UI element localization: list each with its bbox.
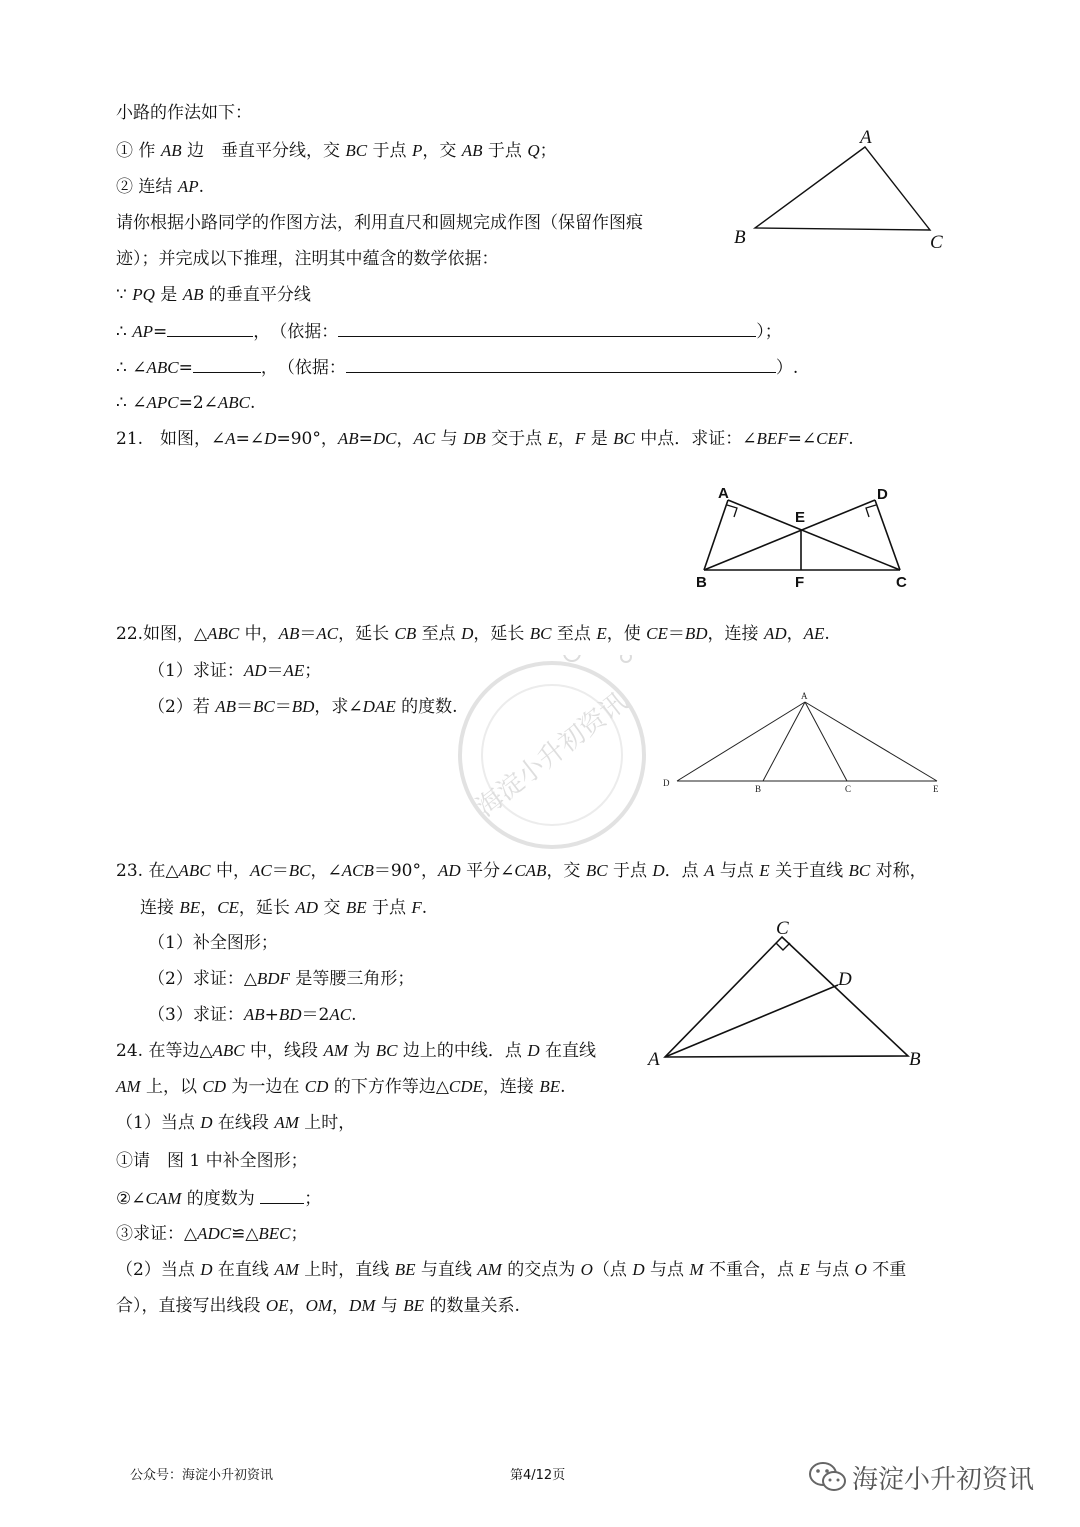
- answer-blank-ap[interactable]: [167, 320, 253, 337]
- footer-page-number: 第4/12页: [510, 1468, 566, 1483]
- q20-task-line2: 迹）；并完成以下推理，注明其中蕴含的数学依据：: [116, 249, 499, 269]
- label-b: B: [734, 227, 746, 248]
- label-b: B: [755, 784, 762, 794]
- answer-blank-cam[interactable]: [260, 1187, 304, 1204]
- footer-account: 公众号：海淀小升初资讯: [130, 1468, 274, 1483]
- label-a: A: [718, 485, 729, 502]
- q23-statement-line1: 23. 在△ABC 中，AC＝BC，∠ACB＝90°，AD 平分∠CAB，交 BC 于点 D．点 A 与点 E 关于直线 BC 对称，: [116, 861, 927, 881]
- answer-blank-basis2[interactable]: [346, 356, 776, 373]
- label-a: A: [801, 691, 808, 701]
- q24-part2-line1: （2）当点 D 在直线 AM 上时，直线 BE 与直线 AM 的交点为 O（点 D 与点 M 不重合，点 E 与点 O 不重: [116, 1260, 907, 1280]
- q20-reason2: ∴ AP= ， （依据： ）；: [116, 322, 782, 342]
- brand-name: 海淀小升初资讯: [852, 1465, 1035, 1495]
- q20-step2: ② 连结 AP.: [116, 177, 204, 197]
- label-b: B: [909, 1049, 921, 1070]
- label-e: E: [795, 509, 806, 526]
- label-c: C: [896, 574, 907, 591]
- q24-sub1: ①请 图 1 中补全图形；: [116, 1151, 308, 1171]
- q22-figure: [655, 688, 955, 798]
- answer-blank-abc[interactable]: [193, 356, 261, 373]
- label-b: B: [696, 574, 707, 591]
- q22-part1: （1）求证：AD＝AE；: [148, 661, 322, 681]
- right-angle-mark-a: [727, 505, 737, 517]
- q20-reason1: ∵ PQ 是 AB 的垂直平分线: [116, 285, 311, 305]
- q24-statement-line1: 24. 在等边△ABC 中，线段 AM 为 BC 边上的中线．点 D 在直线: [116, 1041, 597, 1061]
- q22-statement: 22.如图，△ABC 中，AB＝AC，延长 CB 至点 D，延长 BC 至点 E，使 CE＝BD，连接 AD，AE.: [116, 624, 830, 644]
- q22-part2: （2）若 AB＝BC＝BD，求∠DAE 的度数.: [148, 697, 458, 717]
- q23-part3: （3）求证：AB+BD＝2AC.: [148, 1005, 357, 1025]
- triangle-abc: [755, 147, 930, 230]
- q23-statement-line2: 连接 BE，CE，延长 AD 交 BE 于点 F.: [140, 898, 428, 918]
- label-d: D: [877, 486, 888, 503]
- q23-part2: （2）求证：△BDF 是等腰三角形；: [148, 969, 415, 989]
- q20-task-line1: 请你根据小路同学的作图方法，利用直尺和圆规完成作图（保留作图痕: [116, 213, 643, 233]
- wechat-icon: [808, 1460, 848, 1494]
- watermark-text: 海淀小升初资讯: [471, 687, 633, 823]
- watermark-stamp: [452, 655, 652, 855]
- q20-intro: 小路的作法如下：: [116, 103, 252, 123]
- label-e: E: [933, 784, 939, 794]
- triangle-acb: [665, 937, 908, 1057]
- answer-blank-basis1[interactable]: [338, 320, 756, 337]
- label-c: C: [776, 918, 789, 939]
- label-d: D: [663, 778, 670, 788]
- q23-figure: [640, 912, 940, 1072]
- label-c: C: [930, 232, 943, 253]
- right-angle-mark-c: [776, 943, 790, 950]
- q24-sub2: ②∠CAM 的度数为 ；: [116, 1189, 322, 1209]
- right-angle-mark-d: [866, 505, 876, 517]
- q20-reason4: ∴ ∠APC=2∠ABC.: [116, 393, 256, 413]
- q20-reason3: ∴ ∠ABC= ， （依据： ）.: [116, 358, 799, 378]
- q21-statement: 21. 如图，∠A=∠D=90°，AB=DC，AC 与 DB 交于点 E，F 是 BC 中点．求证：∠BEF=∠CEF.: [116, 429, 854, 449]
- q23-part1: （1）补全图形；: [148, 933, 278, 953]
- label-a: A: [860, 127, 872, 148]
- q24-sub3: ③求证：△ADC≌△BEC；: [116, 1224, 308, 1244]
- label-f: F: [795, 574, 805, 591]
- q20-step1: ① 作 AB 边 垂直平分线，交 BC 于点 P，交 AB 于点 Q；: [116, 141, 557, 161]
- label-d: D: [838, 969, 852, 990]
- q24-part2-line2: 合），直接写出线段 OE，OM，DM 与 BE 的数量关系.: [116, 1296, 520, 1316]
- q20-triangle-figure: [725, 120, 955, 260]
- label-a: A: [648, 1049, 660, 1070]
- q21-figure: [690, 482, 930, 594]
- q24-part1: （1）当点 D 在线段 AM 上时，: [116, 1113, 356, 1133]
- q24-statement-line2: AM 上，以 CD 为一边在 CD 的下方作等边△CDE，连接 BE.: [116, 1077, 566, 1097]
- label-c: C: [845, 784, 852, 794]
